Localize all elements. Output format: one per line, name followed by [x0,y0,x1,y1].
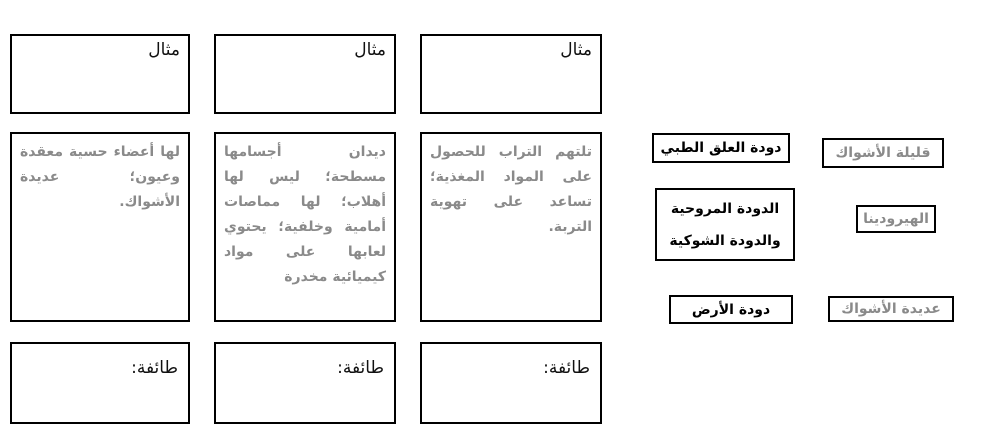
description-box-1 [420,132,602,322]
tile-label: دودة العلق الطبي [660,140,782,156]
example-box-3[interactable] [10,34,190,114]
description-text: ديدان أجسامها مسطحة؛ ليس لها أهلاب؛ لها مماصات أمامية وخلفية؛ يحتوي لعابها على مواد كيميائية مخدرة [224,144,386,285]
tile-few-bristles[interactable] [822,138,944,168]
description-box-2 [214,132,396,322]
description-text: تلتهم التراب للحصول على المواد المغذية؛ تساعد على تهوية التربة. [430,144,592,235]
description-text: لها أعضاء حسية معقدة وعيون؛ عديدة الأشواك. [20,144,180,210]
description-box-3 [10,132,190,322]
class-box-2[interactable] [214,342,396,424]
tile-label: والدودة الشوكية [669,232,781,249]
example-box-1[interactable] [420,34,602,114]
class-box-3[interactable] [10,342,190,424]
class-label: طائفة: [131,358,178,378]
tile-label: دودة الأرض [691,301,771,318]
example-box-2[interactable] [214,34,396,114]
tile-label: الهيرودينا [863,211,929,227]
example-label: مثال [148,40,180,60]
example-label: مثال [354,40,386,60]
tile-hirudinea[interactable] [856,205,936,233]
tile-label: عديدة الأشواك [841,301,941,317]
tile-label: الدودة المروحية [670,200,780,217]
class-label: طائفة: [337,358,384,378]
tile-leech[interactable] [652,133,790,163]
example-label: مثال [560,40,592,60]
tile-many-bristles[interactable] [828,296,954,322]
class-label: طائفة: [543,358,590,378]
tile-label: قليلة الأشواك [835,145,931,161]
tile-flatworms[interactable] [655,188,795,261]
class-box-1[interactable] [420,342,602,424]
tile-earthworm[interactable] [669,295,793,324]
